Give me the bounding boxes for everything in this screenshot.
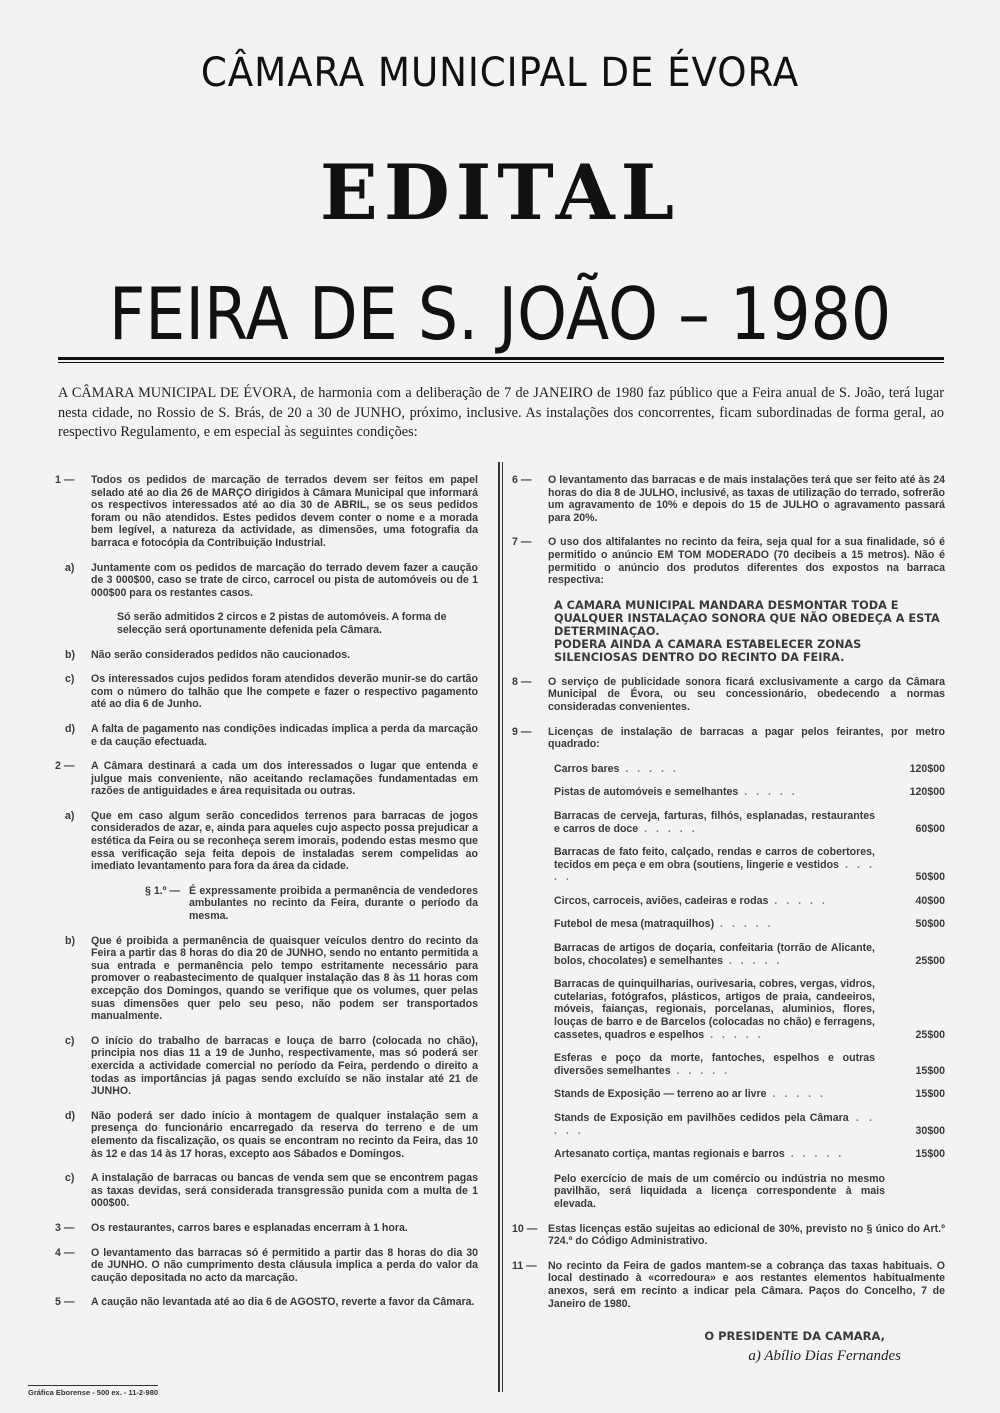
sub-clause xyxy=(55,810,478,873)
sub-clause xyxy=(55,562,478,600)
clause-label: 9 — xyxy=(512,725,532,738)
dot-leader: . . . . . xyxy=(619,762,679,775)
fee-name xyxy=(554,895,875,908)
signature-title: O PRESIDENTE DA CAMARA, xyxy=(704,1329,885,1344)
dot-leader: . . . . . xyxy=(784,1148,845,1161)
sub-clause xyxy=(55,649,478,662)
clause-label: b) xyxy=(65,648,75,661)
fee-row xyxy=(554,1052,945,1077)
fee-name-text: Stands de Exposição — terreno ao ar livre xyxy=(554,1088,767,1101)
fee-name xyxy=(554,846,875,884)
fee-value: 15$00 xyxy=(915,1064,945,1077)
document-title: FEIRA DE S. JOÃO – 1980 xyxy=(108,272,892,356)
fee-row xyxy=(554,763,945,776)
dot-leader: . . . . . xyxy=(554,858,875,884)
paragraph: PODERA AINDA A CAMARA ESTABELECER ZONAS SILENCIOSAS DENTRO DO RECINTO DA FEIRA. xyxy=(554,637,862,664)
dot-leader: . . . . . xyxy=(704,1028,764,1041)
clause xyxy=(55,1296,478,1309)
fee-value: 15$00 xyxy=(915,1148,945,1161)
clause xyxy=(512,536,945,586)
clause xyxy=(512,726,945,751)
dot-leader: . . . . . xyxy=(714,918,774,931)
clause-text: A falta de pagamento nas condições indicadas implica a perda da marcação e da caução efectuada. xyxy=(91,722,478,748)
clause-text: O levantamento das barracas e de mais instalações terá que ser feito até às 24 horas do dia 8 de JULHO, inclusivé, as taxas de utilização do terrado, sofrerão um agravamento de 10% e depois do 15 de JULHO o agravamento passará para 20%. xyxy=(548,474,945,524)
fee-value: 60$00 xyxy=(915,822,945,835)
sub-clause xyxy=(55,935,478,1023)
clause-text: Os interessados cujos pedidos foram atendidos deverão munir-se do cartão com o número do talhão que lhe compete e fazer o respectivo pagamento até ao dia 6 de Junho. xyxy=(91,673,478,711)
clause-label: 4 — xyxy=(55,1246,75,1259)
clause xyxy=(55,474,478,550)
document-type: EDITAL xyxy=(319,148,681,237)
clause xyxy=(512,1223,945,1248)
clause-text: Licenças de instalação de barracas a pagar pelos feirantes, por metro quadrado: xyxy=(548,725,945,751)
fee-name xyxy=(554,763,875,776)
signature-name: a) Abílio Dias Fernandes xyxy=(748,1347,901,1364)
fee-row xyxy=(554,1148,945,1161)
clause-label: 11 — xyxy=(512,1259,537,1272)
fee-name-text: Barracas de quinquilharias, ourivesaria, cobres, vergas, vidros, cutelarias, fotógrafos, plásticos, artigos de praia, candeeiros, móveis, faianças, regionais, porcelanas, aluminios, flores, louças de barro e de Barcelos (colocadas no chão) e ferragens, cassetes, quadros e espelhos xyxy=(554,978,875,1041)
fee-name-text: Carros bares xyxy=(554,762,620,775)
fee-row xyxy=(554,846,945,884)
fee-value: 30$00 xyxy=(915,1124,945,1137)
clause-label: 6 — xyxy=(512,474,532,486)
dot-leader: . . . . . xyxy=(638,822,698,835)
sub-clause xyxy=(55,1110,478,1160)
clause-label: 3 — xyxy=(55,1221,75,1234)
clause xyxy=(55,760,478,798)
fee-name xyxy=(554,942,875,967)
fee-row xyxy=(554,942,945,967)
fee-value: 25$00 xyxy=(915,1028,945,1041)
sub-clause xyxy=(55,1035,478,1098)
institution-name: CÂMARA MUNICIPAL DE ÉVORA xyxy=(200,50,800,96)
clause-label: 10 — xyxy=(512,1222,538,1235)
clause-text: É expressamente proibida a permanência de vendedores ambulantes no recinto da Feira, durante o período da mesma. xyxy=(189,884,478,923)
clause-text: O serviço de publicidade sonora ficará exclusivamente a cargo da Câmara Municipal de Évora, ou seu concessionário, obedecendo a normas consideradas convenientes. xyxy=(548,675,945,713)
clause-text: A Câmara destinará a cada um dos interessados o lugar que entenda e julgue mais conveniente, não aceitando reclamações fundamentadas em razões de antiguidades e área requisitada ou outras. xyxy=(91,760,478,798)
sub-clause xyxy=(55,1172,478,1210)
paragraph: Só serão admitidos 2 circos e 2 pistas de automóveis. A forma de selecção será oportunamente defenida pela Câmara. xyxy=(117,611,447,636)
fee-name-text: Stands de Exposição em pavilhões cedidos pela Câmara xyxy=(554,1112,849,1124)
clause xyxy=(512,1260,945,1310)
sub-clause xyxy=(55,885,478,923)
clause xyxy=(512,474,945,524)
fee-row xyxy=(554,1088,945,1101)
clause-label: 1 — xyxy=(55,474,75,486)
fee-name-text: Artesanato cortiça, mantas regionais e barros xyxy=(554,1148,785,1161)
title-rule xyxy=(58,357,944,363)
fee-name-text: Barracas de cerveja, farturas, filhós, esplanadas, restaurantes e carros de doce xyxy=(554,809,875,835)
fee-value: 40$00 xyxy=(915,894,945,907)
fee-name-text: Pistas de automóveis e semelhantes xyxy=(554,786,739,799)
clause-text: Todos os pedidos de marcação de terrados devem ser feitos em papel selado até ao dia 26 de MARÇO dirigidos à Câmara Municipal que informará os respectivos interessados até ao dia 30 de ABRIL, se os seus pedidos foram ou não atendidos. Estes pedidos devem conter o nome e a morada bem legível, a natureza da actividade, as dimensões, uma fotografia da barraca e fotocópia da Contribuição Industrial. xyxy=(91,474,478,549)
intro-paragraph: A CÂMARA MUNICIPAL DE ÉVORA, de harmonia com a deliberação de 7 de JANEIRO de 1980 faz público que a Feira anual de S. João, terá lugar nesta cidade, no Rossio de S. Brás, de 20 a 30 de JUNHO, próximo, inclusive. As instalações dos concorrentes, ficam subordinadas de forma geral, ao respectivo Regulamento, e em especial às seguintes condições: xyxy=(58,385,944,440)
fee-name xyxy=(554,1052,875,1077)
fee-value: 120$00 xyxy=(909,762,945,775)
clause-label: c) xyxy=(65,673,75,686)
clause xyxy=(512,676,945,714)
fee-name xyxy=(554,1112,875,1137)
paragraph: A CAMARA MUNICIPAL MANDARA DESMONTAR TODA E QUALQUER INSTALAÇAO SONORA QUE NÃO OBEDEÇA A ESTA DETERMINAÇAO. xyxy=(554,598,940,638)
dot-leader: . . . . . xyxy=(670,1064,731,1077)
fee-name-text: Barracas de artigos de doçaria, confeitaria (torrão de Alicante, bolos, chocolates) e semelhantes xyxy=(554,942,875,967)
clause-label: 7 — xyxy=(512,536,532,549)
dot-leader: . . . . . xyxy=(554,1112,875,1137)
fee-name xyxy=(554,1088,875,1101)
fee-name xyxy=(554,1148,875,1161)
right-column xyxy=(512,462,945,1362)
fee-value: 120$00 xyxy=(909,786,945,799)
fee-row xyxy=(554,918,945,931)
clause-label: c) xyxy=(65,1034,75,1047)
left-column xyxy=(55,462,478,1309)
fee-name-text: Esferas e poço da morte, fantoches, espelhos e outras diversões semelhantes xyxy=(554,1052,875,1077)
fee-name xyxy=(554,918,875,931)
clause-text: A caução não levantada até ao dia 6 de AGOSTO, reverte a favor da Câmara. xyxy=(91,1296,475,1309)
clause-label: b) xyxy=(65,934,75,947)
sub-clause xyxy=(55,673,478,711)
clause-text: Não poderá ser dado início à montagem de qualquer instalação sem a presença do funcionário encarregado da reserva do terreno e de um elemento da fiscalização, os quais se encontram no recinto da Feira, das 10 às 12 e das 14 às 17 horas, excepto aos Sábados e Domingos. xyxy=(91,1109,478,1160)
fee-name-text: Futebol de mesa (matraquilhos) xyxy=(554,918,715,931)
clause-label: d) xyxy=(65,722,75,735)
fee-name xyxy=(554,786,875,799)
column-divider xyxy=(498,462,503,1392)
clause-text: Estas licenças estão sujeitas ao edicional de 30%, previsto no § único do Art.º 724.º do Código Administrativo. xyxy=(548,1222,945,1248)
clause xyxy=(55,1247,478,1285)
clause-text: A instalação de barracas ou bancas de venda sem que se encontrem pagas as taxas devidas, será considerada transgressão punida com a multa de 1 000$00. xyxy=(91,1172,478,1210)
dot-leader: . . . . . xyxy=(738,786,798,799)
clause-text: O início do trabalho de barracas e louça de barro (colocada no chão), principia nos dias 11 a 19 de Junho, respectivamente, mas só poderá ser exercida a actividade comercial no período da Feira, perdendo o direito a todas as importâncias já pagas sendo excluído se não instalar até 21 de JUNHO. xyxy=(91,1034,478,1098)
printer-credit: Gráfica Eborense - 500 ex. - 11-2-980 xyxy=(28,1385,158,1397)
fee-row xyxy=(554,786,945,799)
fee-value: 25$00 xyxy=(915,954,945,967)
fee-value: 50$00 xyxy=(915,918,945,931)
fee-row xyxy=(554,978,945,1041)
fee-value: 15$00 xyxy=(915,1088,945,1101)
clause-label: a) xyxy=(65,809,75,822)
fee-name-text: Barracas de fato feito, calçado, rendas e carros de cobertores, tecidos em peça e em obra (soutiens, lingerie e vestidos xyxy=(554,846,875,871)
dot-leader: . . . . . xyxy=(768,894,828,907)
clause-text: O levantamento das barracas só é permitido a partir das 8 horas do dia 30 de JUNHO. O não cumprimento desta cláusula implica a perda do valor da caução depositada no acto da marcação. xyxy=(91,1246,478,1284)
clause-label: c) xyxy=(65,1172,75,1185)
clause-text: Que é proibida a permanência de quaisquer veículos dentro do recinto da Feira a partir das 8 horas do dia 20 de JUNHO, sendo no entanto permitida a sua entrada e permanência pelo tempo estritamente necessário para promover o reabastecimento de qualquer instalação das 8 às 11 horas com excepção dos Domingos, quando se verifique que os volumes, quer pelas suas dimensões quer pelo seu peso, não podem ser transportados manualmente. xyxy=(91,934,478,1023)
dot-leader: . . . . . xyxy=(766,1088,826,1101)
dot-leader: . . . . . xyxy=(722,954,783,967)
fee-value: 50$00 xyxy=(915,871,945,884)
fee-name xyxy=(554,810,875,835)
clause-text: No recinto da Feira de gados mantem-se a cobrança das taxas habituais. O local destinado à «corredoura» e aos restantes elementos habitualmente anexos, será em recinto a indicar pela Câmara. Paços do Concelho, 7 de Janeiro de 1980. xyxy=(548,1259,945,1310)
right-column-end-items xyxy=(512,1223,945,1311)
clause-label: 8 — xyxy=(512,675,532,688)
fee-row xyxy=(554,895,945,908)
clause-text: Que em caso algum serão concedidos terrenos para barracas de jogos considerados de azar, e, ainda para aqueles cujo aspecto possa prejudicar a estética da Feira ou se reconheça serem imorais, podendo estas mesmo que essa verificação seja feita depois de instaladas serem compelidas ao imediato levantamento para fora da área da cidade. xyxy=(91,809,478,873)
right-column-items xyxy=(512,474,945,751)
clause-label: § 1.º — xyxy=(145,884,181,897)
fee-name-text: Circos, carroceis, aviões, cadeiras e rodas xyxy=(554,894,769,907)
fee-name xyxy=(554,978,875,1041)
clause-label: d) xyxy=(65,1109,75,1122)
fee-list xyxy=(512,763,945,1161)
clause-text: O uso dos altifalantes no recinto da feira, seja qual for a sua finalidade, só é permitido o anúncio EM TOM MODERADO (70 decibeis a 15 metros). Não é permitido o anúncio dos produtos diferentes dos expostos na barraca respectiva: xyxy=(548,536,945,587)
clause xyxy=(55,1222,478,1235)
clause-label: a) xyxy=(65,561,75,574)
clause-text: Juntamente com os pedidos de marcação do terrado devem fazer a caução de 3 000$00, caso se trate de circo, carrocel ou pista de automóveis ou de 1 000$00 para os restantes casos. xyxy=(91,561,478,599)
sub-clause xyxy=(55,723,478,748)
clause-text: Os restaurantes, carros bares e esplanadas encerram à 1 hora. xyxy=(91,1221,408,1234)
fees-note: Pelo exercício de mais de um comércio ou indústria no mesmo pavilhão, será liquidada a licença correspondente à mais elevada. xyxy=(554,1172,885,1210)
clause-text: Não serão considerados pedidos não caucionados. xyxy=(91,648,351,661)
clause-label: 2 — xyxy=(55,760,75,773)
clause-label: 5 — xyxy=(55,1296,75,1309)
fee-row xyxy=(554,810,945,835)
fee-row xyxy=(554,1112,945,1137)
